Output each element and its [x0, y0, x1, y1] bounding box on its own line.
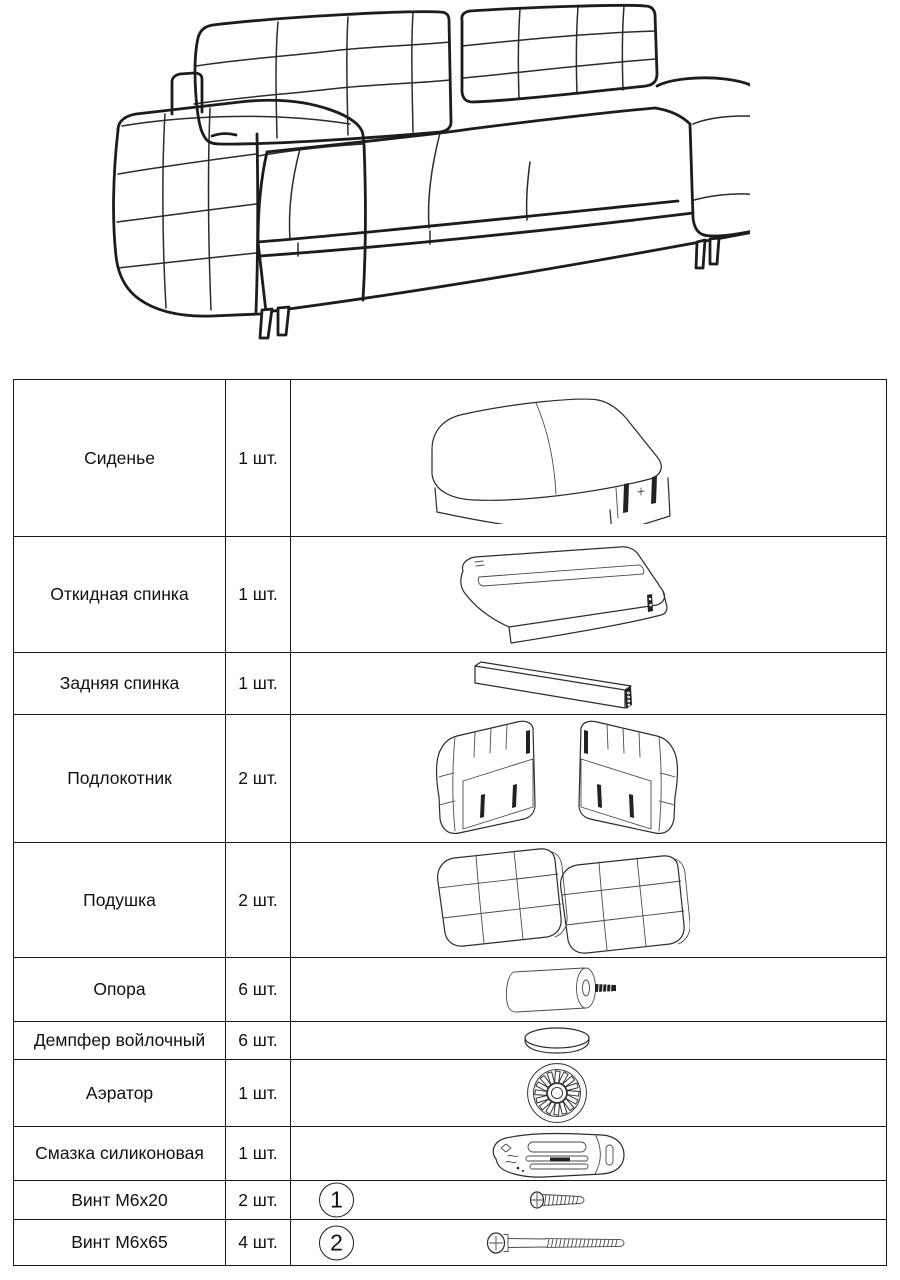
part-name: Винт М6х20 [71, 1189, 168, 1210]
part-qty: 2 шт. [225, 715, 290, 842]
part-name: Подушка [83, 889, 156, 910]
table-row [14, 1021, 886, 1059]
parts-table [13, 379, 887, 1266]
grease-sachet-drawing [484, 1129, 629, 1179]
table-row [14, 1059, 886, 1126]
felt-damper-drawing [517, 1025, 597, 1057]
screw-2-marker: 2 [319, 1225, 354, 1260]
part-qty: 2 шт. [225, 1181, 290, 1219]
part-qty: 1 шт. [225, 1060, 290, 1126]
aerator-drawing [518, 1062, 596, 1124]
table-row [14, 380, 886, 536]
table-row [14, 1126, 886, 1180]
part-image [290, 1181, 886, 1219]
table-row [14, 1180, 886, 1219]
part-name: Винт М6х65 [71, 1232, 168, 1252]
part-image [290, 715, 886, 842]
part-qty: 1 шт. [225, 380, 290, 536]
part-qty: 1 шт. [225, 537, 290, 652]
part-image [290, 537, 886, 652]
rear-back-panel-drawing [457, 656, 657, 712]
part-name: Демпфер войлочный [33, 1030, 206, 1050]
table-row [14, 842, 886, 957]
part-image [290, 1127, 886, 1180]
part-qty: 4 шт. [225, 1220, 290, 1265]
sofa-illustration-icon [110, 2, 750, 350]
table-row [14, 536, 886, 652]
part-qty: 2 шт. [225, 843, 290, 957]
table-row [14, 1219, 886, 1265]
part-qty: 1 шт. [225, 653, 290, 714]
table-row [14, 652, 886, 714]
part-image [290, 380, 886, 536]
table-row [14, 714, 886, 842]
part-qty: 1 шт. [225, 1127, 290, 1180]
part-name: Аэратор [85, 1082, 154, 1103]
part-name: Опора [93, 979, 146, 999]
table-row [14, 957, 886, 1021]
cushion-pair-drawing [424, 846, 690, 954]
part-qty: 6 шт. [225, 1022, 290, 1059]
armrest-pair-drawing [429, 719, 685, 839]
part-qty: 6 шт. [225, 958, 290, 1021]
part-image [290, 1060, 886, 1126]
part-image [290, 843, 886, 957]
part-name: Смазка силиконовая [35, 1143, 204, 1163]
part-image [290, 1220, 886, 1265]
screw-m6x65-drawing [486, 1230, 628, 1256]
part-image [290, 958, 886, 1021]
part-name: Сиденье [84, 447, 155, 468]
leg-drawing [492, 961, 622, 1019]
part-name: Откидная спинка [50, 584, 189, 604]
screw-1-marker: 1 [319, 1183, 354, 1218]
part-name: Задняя спинка [59, 673, 180, 693]
folding-backrest-drawing [435, 545, 679, 645]
part-name: Подлокотник [67, 768, 172, 788]
seat-drawing [412, 392, 702, 524]
part-image [290, 653, 886, 714]
screw-m6x20-drawing [528, 1190, 586, 1210]
part-image [290, 1022, 886, 1059]
